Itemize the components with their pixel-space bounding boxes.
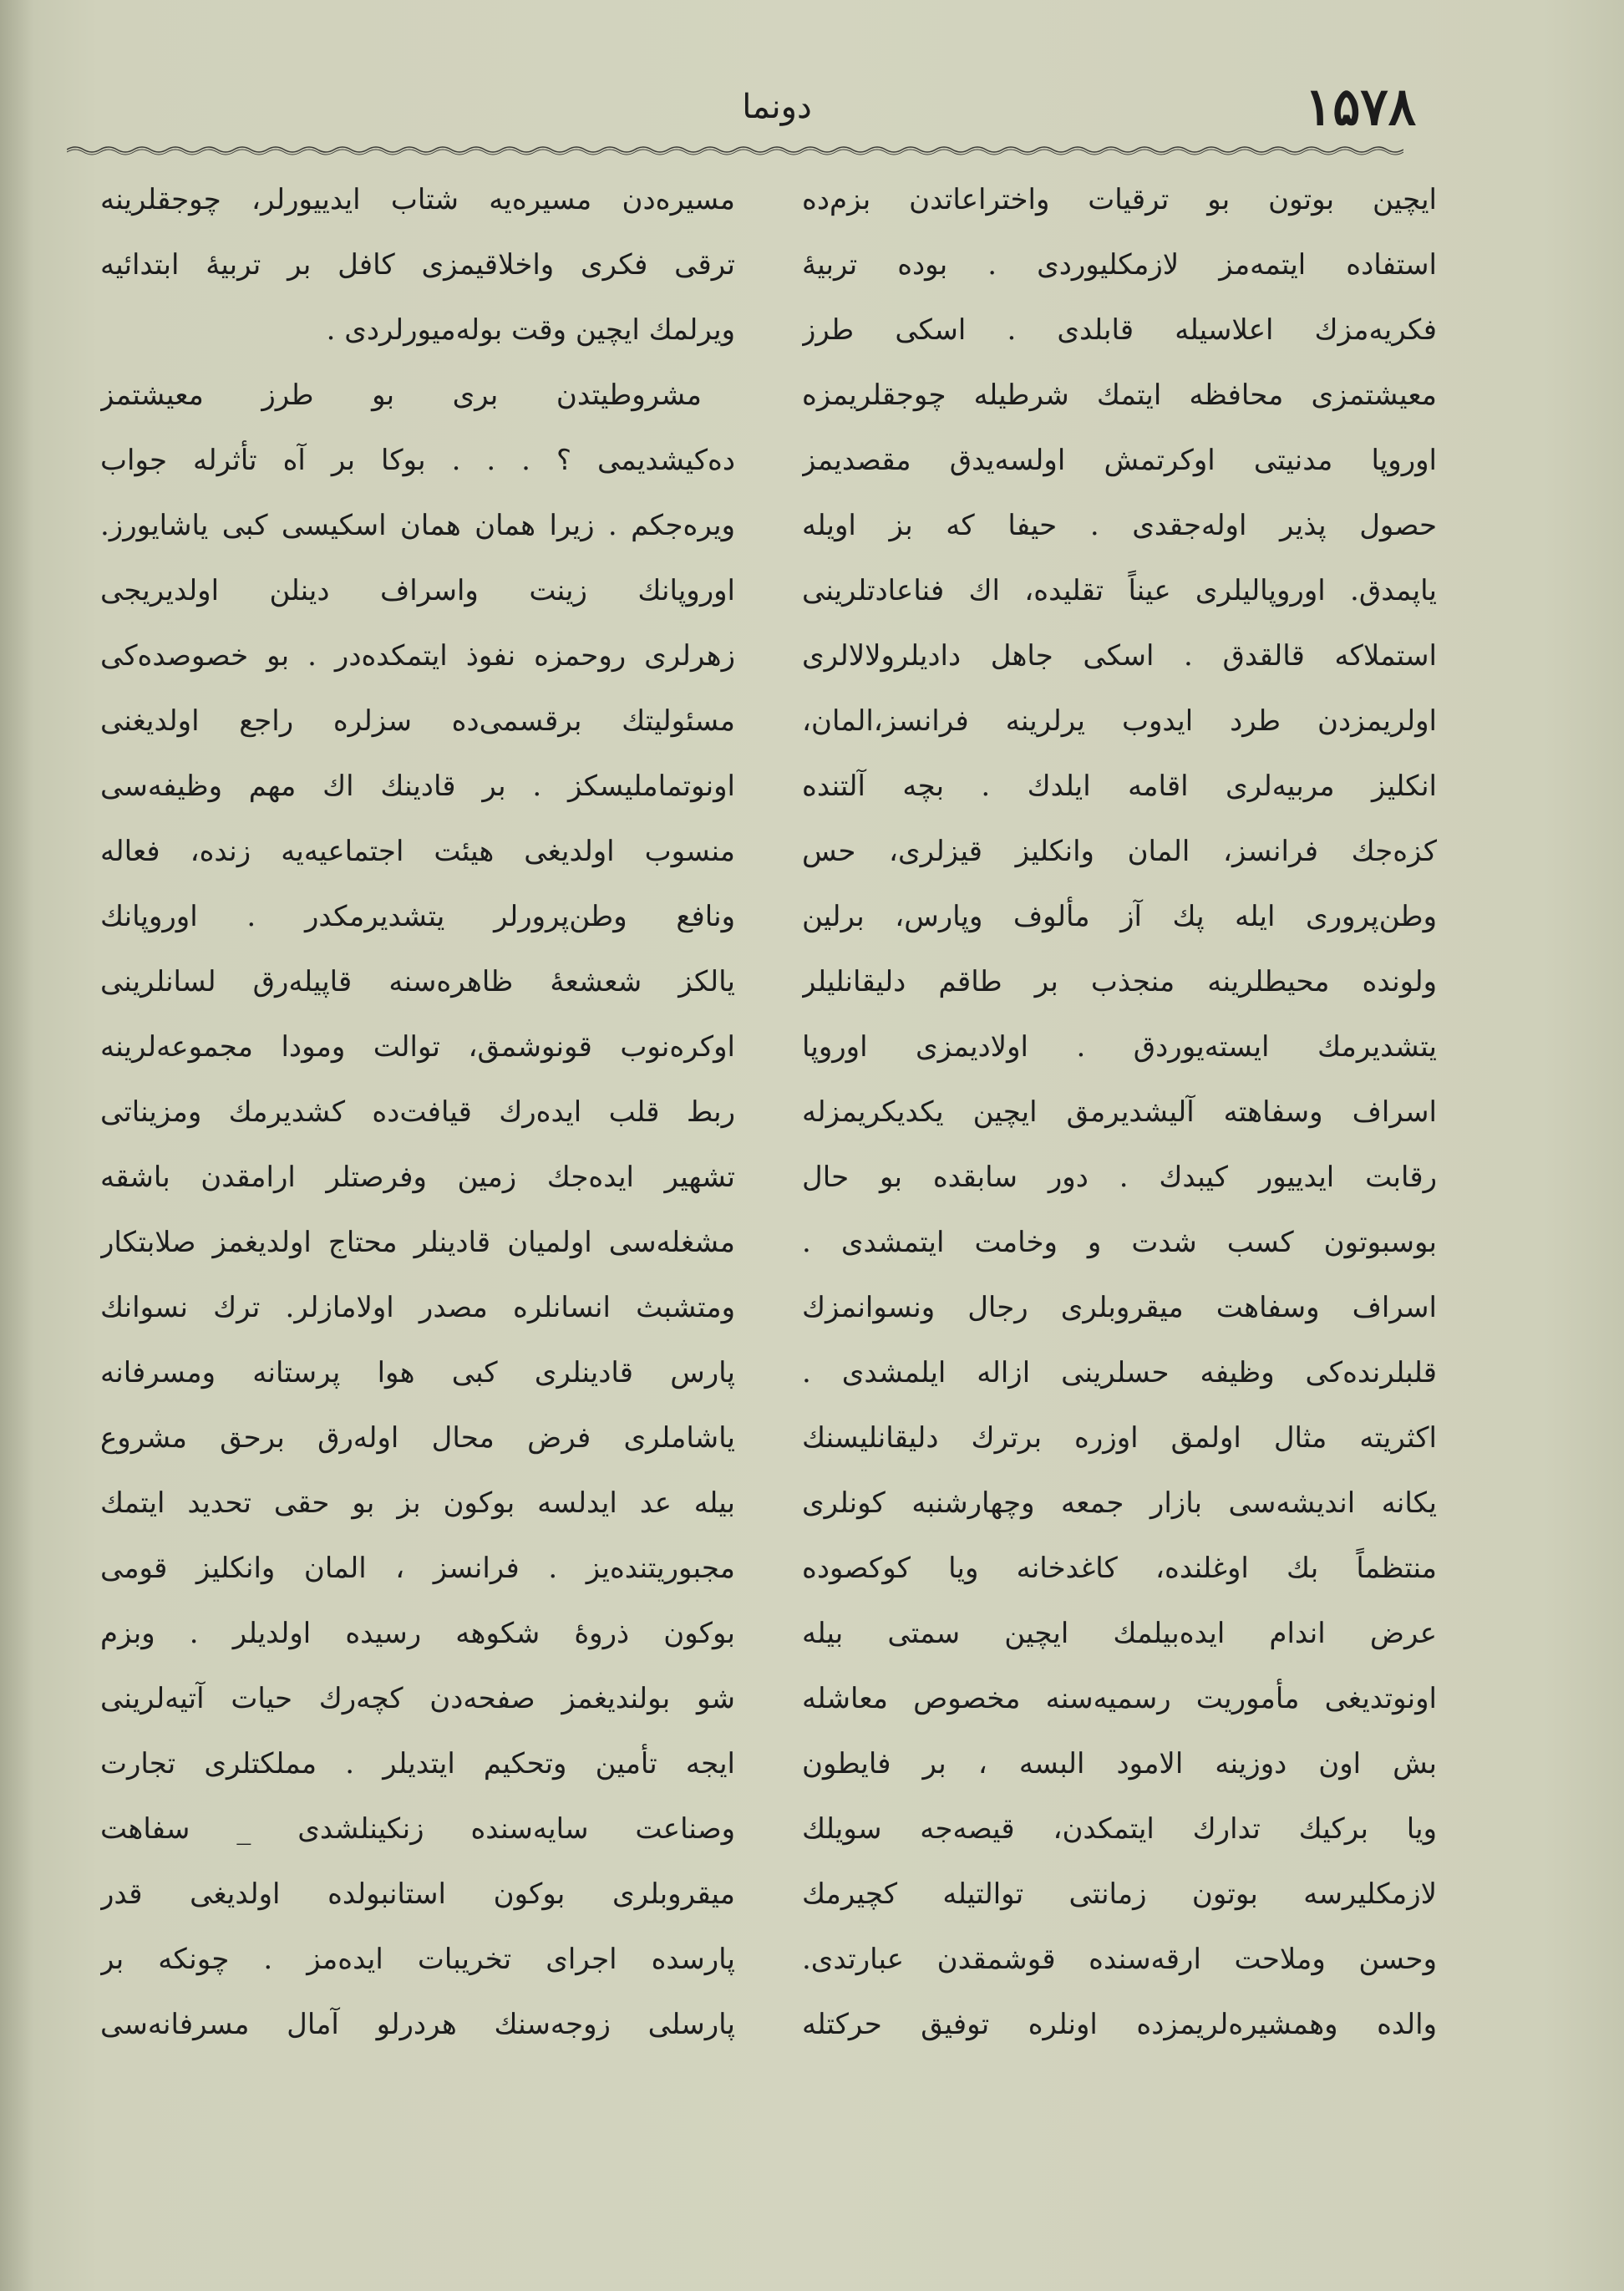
text-line: ویرلمك ایچین وقت بوله‌میورلردی .: [326, 313, 735, 347]
text-columns: [100, 167, 1437, 2256]
text-line: استملاکه قالقدق . اسکی جاهل دادیلرولالالری: [802, 639, 1437, 673]
text-line: تشهیر ایده‌جك زمین وفرصتلر ارامقدن باشقه: [100, 1161, 735, 1194]
text-line: بوسبوتون کسب شدت و وخامت ایتمشدی .: [802, 1226, 1437, 1259]
text-line: فکریه‌مزك اعلاسیله قابلدی . اسکی طرز: [802, 313, 1437, 347]
page-number: ۱۵۷۸: [1304, 76, 1416, 137]
text-line: مشغله‌سی اولمیان قادینلر محتاج اولدیغمز صلابتکار: [100, 1226, 735, 1259]
text-line: اونوتدیغی مأموریت رسمیه‌سنه مخصوص معاشله: [802, 1682, 1437, 1715]
text-line: ومتشبث انسانلره مصدر اولامازلر. ترك نسوانك: [100, 1291, 735, 1324]
text-line: یکانه اندیشه‌سی بازار جمعه وچهارشنبه کونلری: [802, 1486, 1437, 1520]
text-line: اوروپا مدنیتی اوکرتمش اولسه‌یدق مقصدیمز: [802, 444, 1437, 477]
text-line: رقابت ایدییور کیبدك . دور سابقده بو حال: [802, 1161, 1437, 1194]
text-line: حصول پذیر اوله‌جقدی . حیفا که بز اویله: [802, 509, 1437, 542]
text-line: استفاده ایتمه‌مز لازمکلیوردی . بوده تربیهٔ: [802, 248, 1437, 282]
text-line: ده‌کیشدیمی ؟ . . . بوکا بر آه تأثرله جواب: [100, 444, 735, 477]
text-line: اوروپانك زینت واسراف دینلن اولدیریجی: [100, 574, 735, 607]
text-line: منسوب اولدیغی هیئت اجتماعیه‌یه زنده، فعاله: [100, 835, 735, 868]
text-line: اونوتمامليسكز . بر قادینك اك مهم وظیفه‌سی: [100, 770, 735, 803]
text-line: وطن‌پروری ایله پك آز مألوف وپارس، برلین: [802, 900, 1437, 933]
text-line: یالکز شعشعهٔ ظاهره‌سنه قاپیله‌رق لسانلرینی: [100, 965, 735, 998]
text-line: اسراف وسفاهت میقروبلری رجال ونسوانمزك: [802, 1291, 1437, 1324]
page-header: [100, 74, 1416, 149]
text-line: اسراف وسفاهته آلیشدیرمق ایچین یکدیکریمزله: [802, 1095, 1437, 1129]
text-line: زهرلری روحمزه نفوذ ایتمکده‌در . بو خصوصده‌کی: [100, 639, 735, 673]
text-line: مشروطیتدن بری بو طرز معیشتمز: [100, 378, 702, 412]
text-line: بوکون ذروهٔ شکوهه رسیده اولدیلر . وبزم: [100, 1617, 735, 1650]
text-line: بیله عد ایدلسه بوکون بز بو حقی تحدید ایتمك: [100, 1486, 735, 1520]
text-line: معیشتمزی محافظه ایتمك شرطیله چوجقلریمزه: [802, 378, 1437, 412]
text-line: ولونده محیطلرینه منجذب بر طاقم دلیقانلیلر: [802, 965, 1437, 998]
text-line: ربط قلب ایده‌رك قیافت‌ده کشدیرمك ومزیناتی: [100, 1095, 735, 1129]
text-line: یاپمدق. اوروپالیلری عیناً تقلیده، اك فناعادتلرینی: [802, 574, 1437, 607]
text-line: اکثریته مثال اولمق اوزره برترك دلیقانلیسنك: [802, 1421, 1437, 1455]
running-title: دونما: [742, 88, 812, 126]
text-line: انکلیز مربیه‌لری اقامه ایلدك . بچه آلتنده: [802, 770, 1437, 803]
header-wavy-rule: [67, 144, 1403, 155]
text-line: وصناعت سایه‌سنده زنکینلشدی _ سفاهت: [100, 1812, 735, 1846]
left-column: [100, 167, 735, 2256]
text-line: والده وهمشیره‌لریمزده اونلره توفیق حرکتله: [802, 2008, 1437, 2041]
text-line: کزه‌جك فرانسز، المان وانکلیز قیزلری، حس: [802, 835, 1437, 868]
text-line: اولریمزدن طرد ایدوب یرلرینه فرانسز،المان،: [802, 704, 1437, 738]
text-line: اوکره‌نوب قونوشمق، توالت ومودا مجموعه‌لرینه: [100, 1030, 735, 1064]
page-edge-shadow: [0, 0, 33, 2291]
text-line: قلبلرنده‌کی وظیفه حسلرینی ازاله ایلمشدی .: [802, 1356, 1437, 1389]
text-line: بش اون دوزینه الامود البسه ، بر فایطون: [802, 1747, 1437, 1780]
text-line: ویا برکیك تدارك ایتمکدن، قیصه‌جه سویلك: [802, 1812, 1437, 1846]
text-line: پارس قادینلری کبی هوا پرستانه ومسرفانه: [100, 1356, 735, 1389]
text-line: عرض اندام ایده‌بیلمك ایچین سمتی بیله: [802, 1617, 1437, 1650]
text-line: ونافع وطن‌پرورلر یتشدیرمکدر . اوروپانك: [100, 900, 735, 933]
text-line: ترقی فکری واخلاقیمزی کافل بر تربیهٔ ابتدائیه: [100, 248, 735, 282]
text-line: وحسن وملاحت ارقه‌سنده قوشمقدن عبارتدی.: [802, 1943, 1437, 1976]
text-line: مسیره‌دن مسیره‌یه شتاب ایدییورلر، چوجقلرینه: [100, 183, 735, 216]
text-line: مسئولیتك برقسمی‌ده سزلره راجع اولدیغنی: [100, 704, 735, 738]
text-line: پارسلی زوجه‌سنك هردرلو آمال مسرفانه‌سی: [100, 2008, 735, 2041]
text-line: لازمکلیرسه بوتون زمانتی توالتیله کچیرمك: [802, 1877, 1437, 1911]
text-line: شو بولندیغمز صفحه‌دن کچه‌رك حیات آتیه‌لرینی: [100, 1682, 735, 1715]
right-column: [802, 167, 1437, 2256]
text-line: میقروبلری بوکون استانبولده اولدیغی قدر: [100, 1877, 735, 1911]
text-line: پارسده اجرای تخریبات ایده‌مز . چونکه بر: [100, 1943, 735, 1976]
text-line: یاشاملری فرض محال اوله‌رق برحق مشروع: [100, 1421, 735, 1455]
text-line: ویره‌جکم . زیرا همان همان اسکیسی کبی یاشایورز.: [100, 509, 735, 542]
text-line: مجبوریتنده‌یز . فرانسز ، المان وانکلیز قومی: [100, 1552, 735, 1585]
text-line: ایجه تأمین وتحکیم ایتدیلر . مملکتلری تجارت: [100, 1747, 735, 1780]
text-line: منتظماً بك اوغلنده، کاغدخانه ویا کوکصوده: [802, 1552, 1437, 1585]
text-line: ایچین بوتون بو ترقیات واختراعاتدن بزم‌ده: [802, 183, 1437, 216]
text-line: یتشدیرمك ایسته‌یوردق . اولادیمزی اوروپا: [802, 1030, 1437, 1064]
